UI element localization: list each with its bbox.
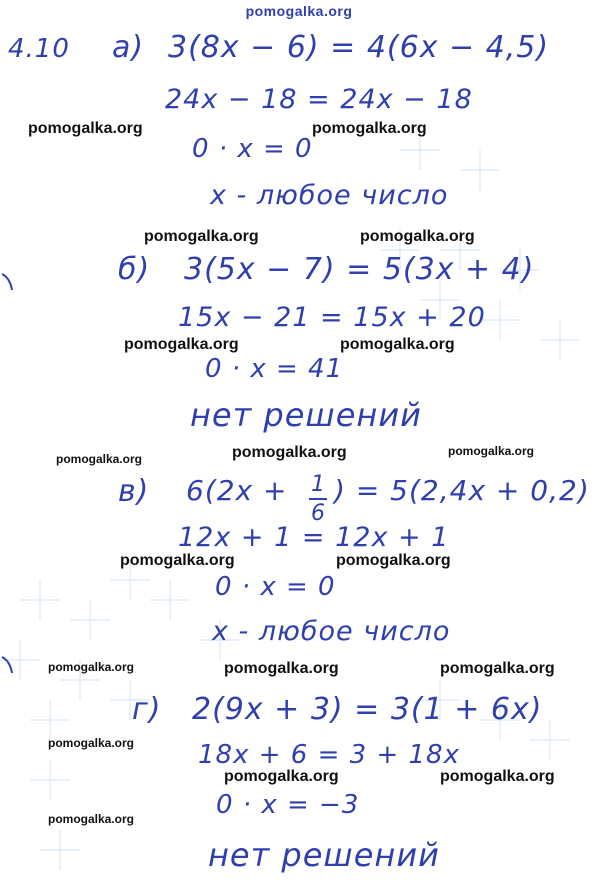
part-b-equation: 3(5x − 7) = 5(3x + 4) <box>184 252 535 287</box>
watermark: pomogalka.org <box>440 660 555 677</box>
watermark: pomogalka.org <box>224 660 339 677</box>
part-v-label: в) <box>118 474 150 509</box>
watermark: pomogalka.org <box>56 452 143 466</box>
top-watermark: pomogalka.org <box>245 3 353 19</box>
part-v-equation-right: ) = 5(2,4x + 0,2) <box>334 474 590 507</box>
part-v-step2: 0 · x = 0 <box>215 572 336 602</box>
watermark: pomogalka.org <box>336 552 451 569</box>
watermark: pomogalka.org <box>28 120 143 137</box>
problem-number: 4.10 <box>8 34 70 64</box>
watermark: pomogalka.org <box>312 120 427 137</box>
fraction-bar <box>309 498 327 500</box>
part-g-answer: нет решений <box>208 836 440 874</box>
watermark: pomogalka.org <box>448 444 535 458</box>
left-edge-mark-2 <box>0 655 14 677</box>
watermark: pomogalka.org <box>224 768 339 785</box>
part-g-step1: 18x + 6 = 3 + 18x <box>198 740 460 770</box>
part-b-label: б) <box>118 252 151 287</box>
part-g-label: г) <box>132 692 162 727</box>
part-g-step2: 0 · x = −3 <box>216 790 360 820</box>
watermark: pomogalka.org <box>232 444 347 461</box>
part-a-step2: 0 · x = 0 <box>192 134 313 164</box>
watermark: pomogalka.org <box>124 336 239 353</box>
watermark: pomogalka.org <box>144 228 259 245</box>
part-b-step1: 15x − 21 = 15x + 20 <box>178 302 486 333</box>
left-edge-mark <box>0 272 14 294</box>
watermark: pomogalka.org <box>120 552 235 569</box>
watermark: pomogalka.org <box>440 768 555 785</box>
watermark: pomogalka.org <box>360 228 475 245</box>
part-b-step2: 0 · x = 41 <box>205 354 344 384</box>
part-v-step1: 12x + 1 = 12x + 1 <box>178 522 450 553</box>
part-v-equation-left: 6(2x + <box>186 474 288 507</box>
watermark: pomogalka.org <box>48 812 135 826</box>
part-v-fraction <box>309 472 327 526</box>
watermark: pomogalka.org <box>340 336 455 353</box>
part-b-answer: нет решений <box>190 396 422 434</box>
part-a-step1: 24x − 18 = 24x − 18 <box>165 84 473 115</box>
fraction-numerator: 1 <box>311 472 325 497</box>
part-a-label: а) <box>112 30 145 65</box>
part-g-equation: 2(9x + 3) = 3(1 + 6x) <box>192 692 543 727</box>
part-a-answer: x - любое число <box>210 180 449 211</box>
watermark: pomogalka.org <box>48 736 135 750</box>
part-v-answer: x - любое число <box>212 616 451 647</box>
part-a-equation: 3(8x − 6) = 4(6x − 4,5) <box>168 30 550 65</box>
fraction-denominator: 6 <box>311 501 325 526</box>
watermark: pomogalka.org <box>48 660 135 674</box>
